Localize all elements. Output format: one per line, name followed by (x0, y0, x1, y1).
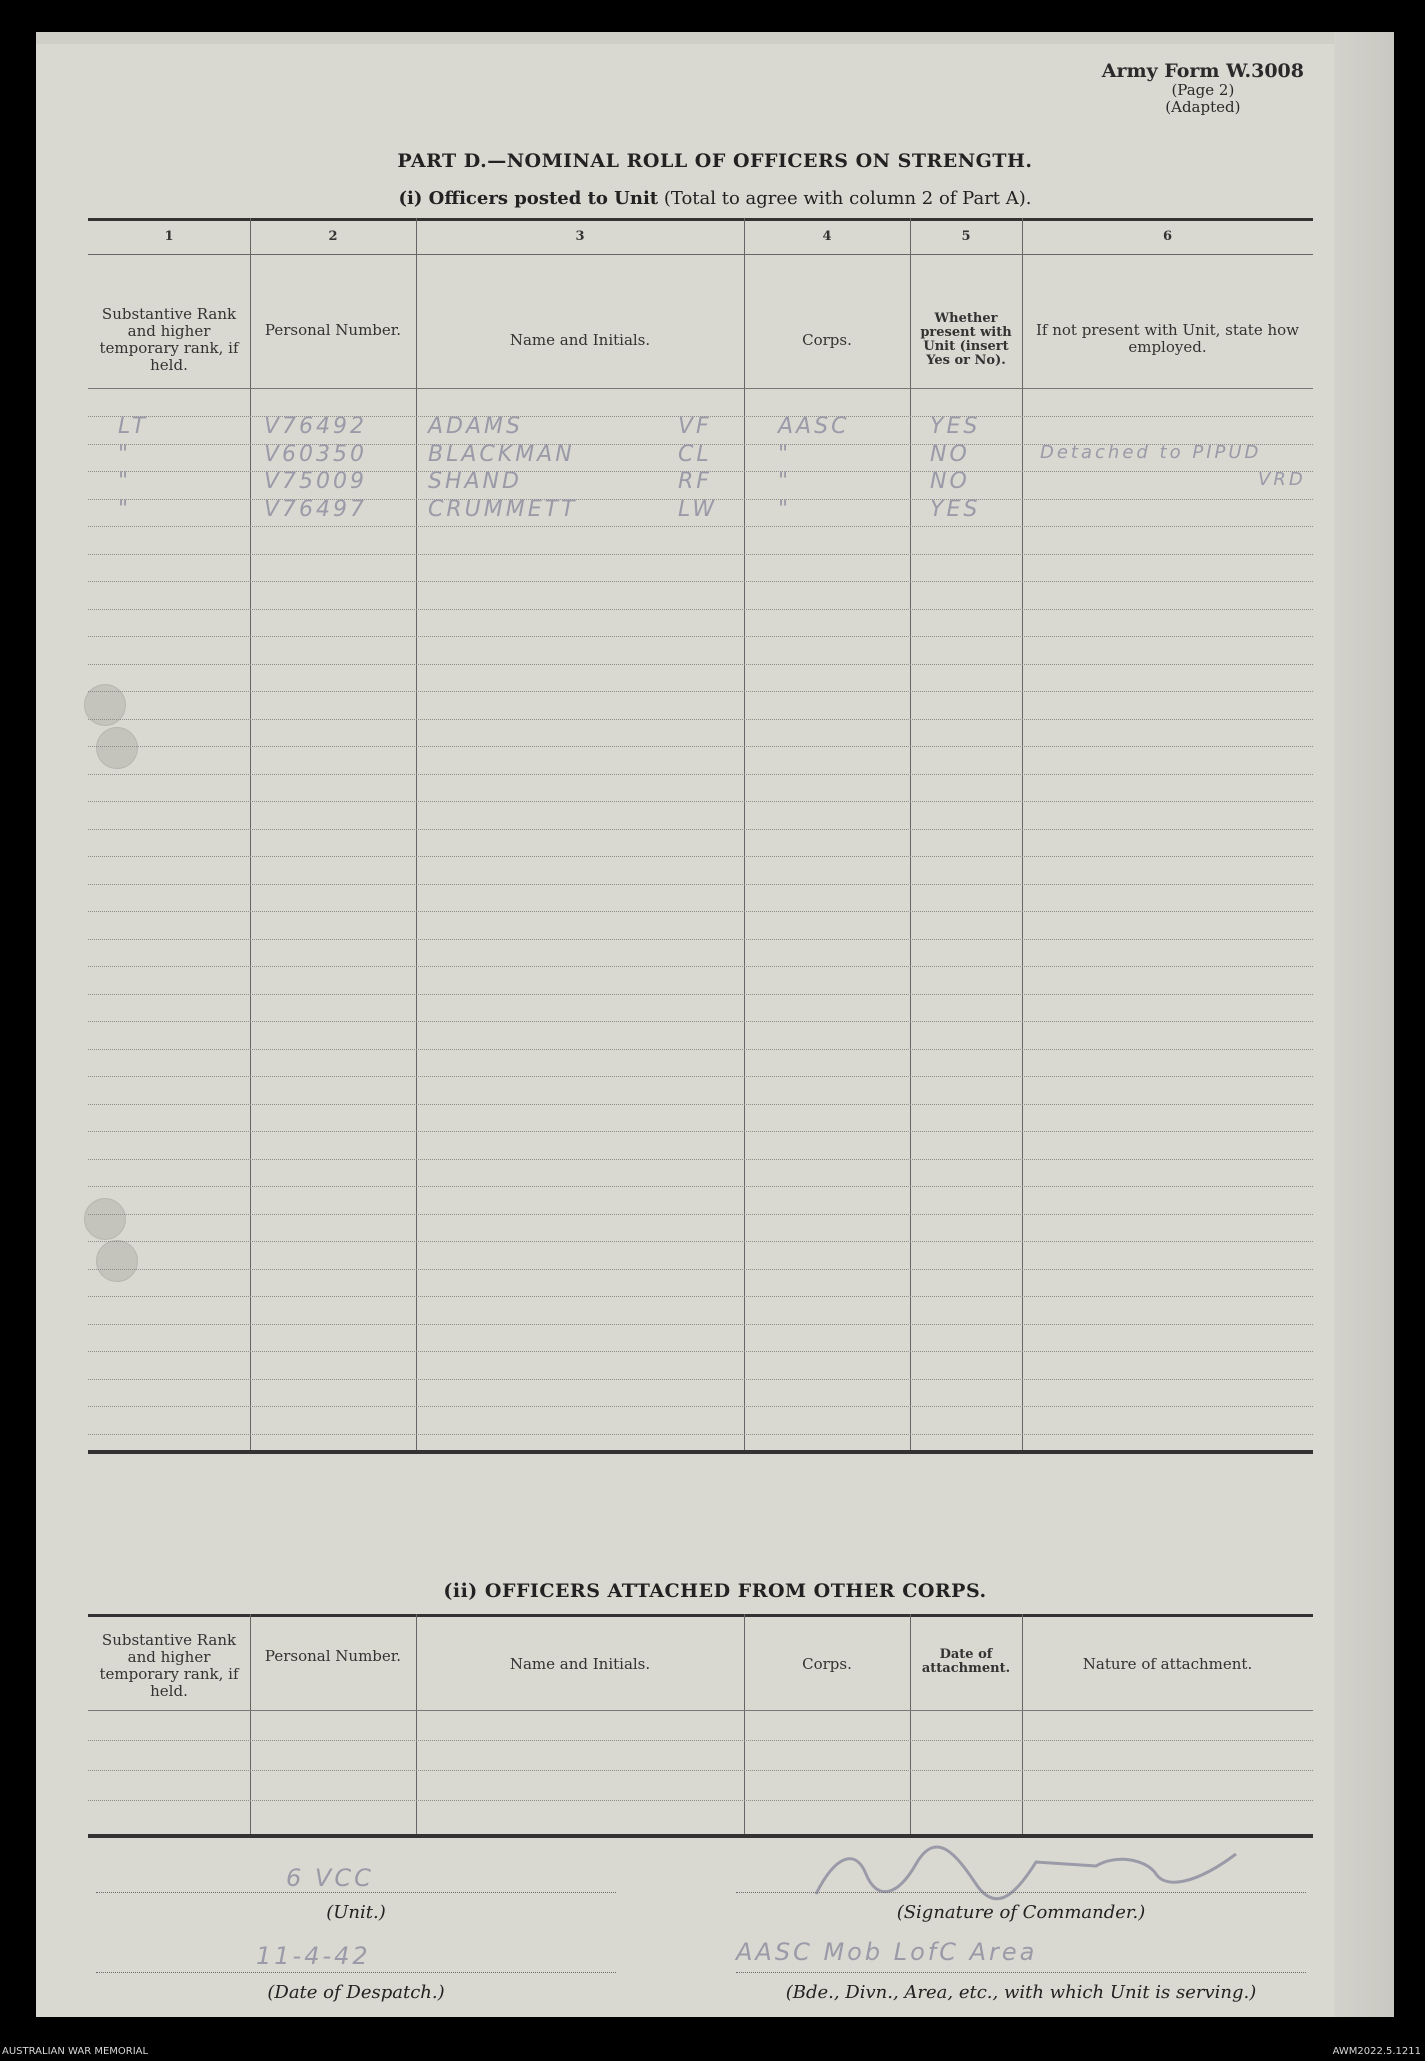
entry-present: YES (930, 496, 981, 522)
column-divider (744, 1614, 745, 1834)
column-header-corps: Corps. (802, 1655, 852, 1673)
dotted-row (88, 1104, 1313, 1105)
table-bottom-rule (88, 1450, 1313, 1454)
form-number: Army Form W.3008 (1101, 60, 1304, 82)
entry-corps: " (778, 441, 792, 467)
signature-label: (Signature of Commander.) (896, 1902, 1146, 1923)
dotted-row (88, 774, 1313, 775)
table-bottom-rule (88, 1834, 1313, 1838)
entry-initials: LW (678, 496, 718, 522)
dotted-row (88, 994, 1313, 995)
dotted-row (88, 911, 1313, 912)
part-d-table (88, 218, 1313, 1454)
dotted-row (88, 1406, 1313, 1407)
header-rule (88, 254, 1313, 255)
entry-present: YES (930, 414, 981, 439)
dotted-row (88, 966, 1313, 967)
entry-rank: " (118, 441, 132, 467)
entry-corps: " (778, 469, 792, 494)
date-value: 11-4-42 (256, 1942, 371, 1970)
entry-number: V60350 (264, 441, 368, 467)
dotted-row (88, 1379, 1313, 1380)
table-top-rule (88, 218, 1313, 221)
entry-initials: RF (678, 469, 712, 494)
entry-rank: LT (118, 414, 149, 439)
column-number: 5 (961, 229, 971, 244)
column-header-number: Personal Number. (264, 321, 402, 339)
form-sheet (36, 32, 1394, 2017)
entry-employed: VRD (1258, 469, 1306, 490)
entry-present: NO (930, 441, 970, 467)
dotted-row (88, 581, 1313, 582)
bde-value: AASC Mob LofC Area (736, 1938, 1038, 1966)
dotted-row (88, 801, 1313, 802)
dotted-row (88, 609, 1313, 610)
column-header-rank: Substantive Rank and higher temporary rank, if held. (99, 1631, 239, 1700)
part-d-title: PART D.—NOMINAL ROLL OF OFFICERS ON STRENGTH. (397, 150, 1033, 172)
column-header-name: Name and Initials. (509, 1655, 651, 1673)
date-line (96, 1972, 616, 1973)
bde-line (736, 1972, 1306, 1973)
dotted-row (88, 1800, 1313, 1801)
header-bottom-rule (88, 1710, 1313, 1711)
entry-present: NO (930, 469, 970, 494)
dotted-row (88, 939, 1313, 940)
column-header-number: Personal Number. (264, 1647, 402, 1665)
dotted-row (88, 691, 1313, 692)
column-header-employed: If not present with Unit, state how employed. (1035, 321, 1300, 356)
column-number: 6 (1162, 229, 1173, 244)
column-divider (250, 218, 251, 1450)
dotted-row (88, 1214, 1313, 1215)
dotted-row (88, 1049, 1313, 1050)
column-header-nature: Nature of attachment. (1082, 1655, 1253, 1673)
form-identifier (1102, 60, 1304, 116)
form-adapted: (Adapted) (1165, 98, 1241, 116)
column-divider (250, 1614, 251, 1834)
entry-number: V76492 (264, 414, 368, 439)
part-ii-title: (ii) OFFICERS ATTACHED FROM OTHER CORPS. (443, 1580, 987, 1602)
dotted-row (88, 829, 1313, 830)
dotted-row (88, 1770, 1313, 1771)
dotted-row (88, 1241, 1313, 1242)
dotted-row (88, 884, 1313, 885)
entry-rank: " (118, 469, 132, 494)
dotted-row (88, 554, 1313, 555)
signature-line (736, 1892, 1306, 1893)
entry-corps: AASC (778, 414, 850, 439)
column-divider (1022, 1614, 1023, 1834)
unit-label: (Unit.) (326, 1902, 386, 1923)
entry-rank: " (118, 496, 132, 522)
column-number: 2 (328, 229, 338, 244)
column-number: 4 (822, 229, 832, 244)
dotted-row (88, 1269, 1313, 1270)
header-bottom-rule (88, 388, 1313, 389)
dotted-row (88, 636, 1313, 637)
dotted-row (88, 1186, 1313, 1187)
commander-signature (796, 1844, 1256, 1904)
entry-corps: " (778, 496, 792, 522)
column-header-name: Name and Initials. (509, 331, 651, 349)
right-edge-shadow (1334, 32, 1394, 2017)
footer-credit: AUSTRALIAN WAR MEMORIAL (2, 2046, 149, 2057)
part-d-subtitle-rest: (Total to agree with column 2 of Part A). (658, 188, 1032, 209)
part-d-subtitle-bold: (i) Officers posted to Unit (398, 188, 659, 209)
entry-initials: VF (678, 414, 712, 439)
dotted-row (88, 1131, 1313, 1132)
column-header-present: Whether present with Unit (insert Yes or No). (920, 311, 1012, 368)
entry-employed: Detached to PIPUD (1040, 441, 1262, 463)
column-divider (910, 1614, 911, 1834)
column-divider (910, 218, 911, 1450)
entry-number: V76497 (264, 496, 368, 522)
bde-label: (Bde., Divn., Area, etc., with which Unit is serving.) (785, 1982, 1257, 2003)
entry-name: ADAMS (428, 414, 523, 439)
dotted-row (88, 1076, 1313, 1077)
dotted-row (88, 1740, 1313, 1741)
column-number: 1 (164, 229, 174, 244)
part-ii-table (88, 1614, 1313, 1838)
footer-accession: AWM2022.5.1211 (1332, 2046, 1421, 2057)
dotted-row (88, 1021, 1313, 1022)
column-divider (744, 218, 745, 1450)
unit-value: 6 VCC (286, 1864, 374, 1892)
dotted-row (88, 746, 1313, 747)
part-d-subtitle (36, 188, 1394, 209)
entry-name: SHAND (428, 469, 522, 494)
top-strip (36, 32, 1394, 44)
dotted-row (88, 1159, 1313, 1160)
column-header-date: Date of attachment. (921, 1647, 1011, 1676)
date-label: (Date of Despatch.) (267, 1982, 445, 2003)
dotted-row (88, 856, 1313, 857)
dotted-row (88, 1434, 1313, 1435)
column-divider (416, 218, 417, 1450)
entry-number: V75009 (264, 469, 368, 494)
dotted-row (88, 1324, 1313, 1325)
dotted-row (88, 1296, 1313, 1297)
dotted-row (88, 664, 1313, 665)
dotted-row (88, 1351, 1313, 1352)
unit-line (96, 1892, 616, 1893)
table-top-rule (88, 1614, 1313, 1617)
dotted-row (88, 526, 1313, 527)
column-divider (1022, 218, 1023, 1450)
entry-name: CRUMMETT (428, 496, 578, 522)
entry-name: BLACKMAN (428, 441, 575, 467)
column-header-rank: Substantive Rank and higher temporary rank, if held. (99, 305, 239, 374)
entry-initials: CL (678, 441, 712, 467)
column-header-corps: Corps. (802, 331, 852, 349)
column-divider (416, 1614, 417, 1834)
column-number: 3 (575, 229, 585, 244)
dotted-row (88, 719, 1313, 720)
form-page: (Page 2) (1171, 81, 1235, 99)
